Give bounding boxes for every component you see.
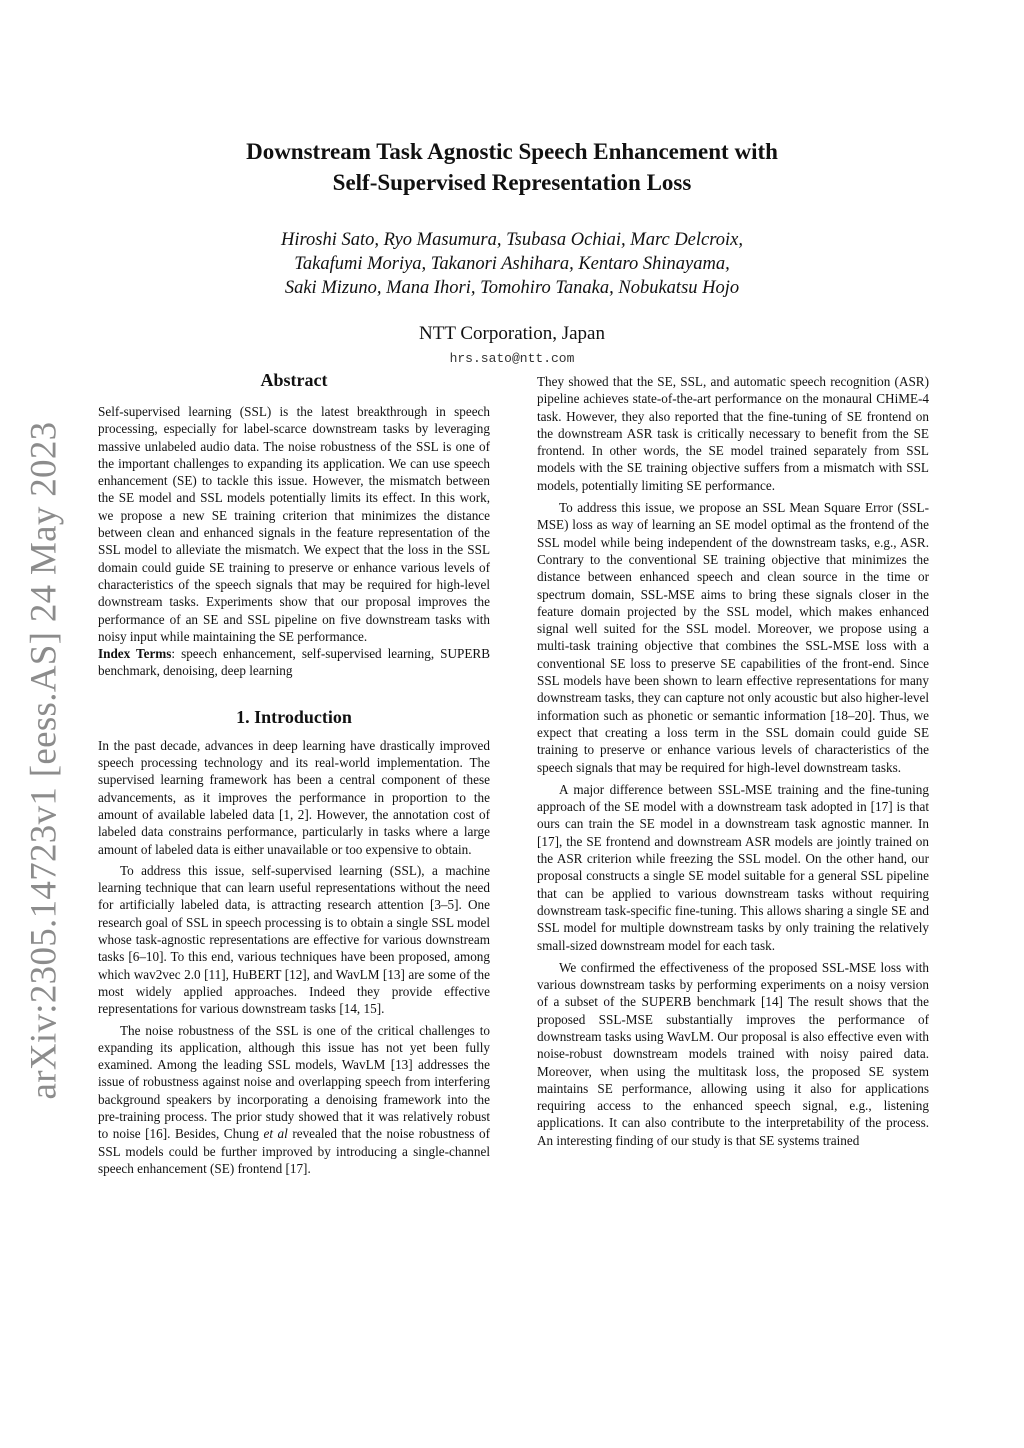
- index-terms-label: Index Terms: [98, 646, 172, 662]
- author-list: [160, 228, 864, 300]
- paper-header: [160, 136, 864, 366]
- intro-paragraph-3-part-a: The noise robustness of the SSL is one of the critical challenges to expanding its application, although this issue has not yet been fully examined. Among the leading SSL models, WavLM [13] addresses the issue of robustness against noise and overlapping speech from interfering background speakers by incorporating a denoising framework into the pre-training process. The prior study showed that it was relatively robust to noise [16]. Besides, Chung: [98, 1022, 490, 1142]
- arxiv-id-text: arXiv:2305.14723v1 [eess.AS] 24 May 2023: [23, 421, 65, 1099]
- arxiv-identifier-stamp: [14, 421, 74, 1099]
- intro-paragraph-3-part-b: revealed that the noise robustness of SSL models could be further improved by introducing a single-channel speech enhancement (SE) frontend [17].: [98, 1126, 490, 1176]
- authors-line-3: Saki Mizuno, Mana Ihori, Tomohiro Tanaka, Nobukatsu Hojo: [284, 278, 740, 298]
- intro-paragraph-3-etal: et al: [263, 1126, 288, 1142]
- intro-paragraph-1: In the past decade, advances in deep learning have drastically improved speech processing technology and its real-world implementation. The supervised learning framework has been a central component of these advancements, as it improves the performance in proportion to the amount of available labeled data [1, 2]. However, the annotation cost of labeled data constrains performance, particularly in tasks where a large amount of labeled data is either unavailable or too expensive to obtain.: [98, 737, 490, 857]
- right-paragraph-3: A major difference between SSL-MSE training and the fine-tuning approach of the SE model with a downstream task adopted in [17] is that ours can train the SE model in a downstream task agnostic manner. In [17], the SE frontend and downstream ASR models are jointly trained on the ASR criterion while freezing the SSL model. On the other hand, our proposal constructs a single SE model suitable for a general SSL pipeline that can be applied to various downstream tasks without requiring downstream task-specific fine-tuning. This allows sharing a single SE and SSL model for multiple downstream tasks by only training the relatively small-sized downstream model for each task.: [537, 781, 929, 953]
- right-paragraph-4: We confirmed the effectiveness of the proposed SSL-MSE loss with various downstream tasks by performing experiments on a noisy version of a subset of the SUPERB benchmark [14] The result shows that the proposed SSL-MSE substantially improves the performance of downstream tasks using WavLM. Our proposal is also effective even with noise-robust downstream models trained with noisy paired data. Moreover, when using the multitask loss, the proposed SE system maintains SE performance, allowing using it also for applications requiring access to the enhanced speech signal, e.g., listening applications. It can also contribute to the interpretability of the process. An interesting finding of our study is that SE systems trained: [537, 959, 929, 1148]
- paper-title: [160, 136, 864, 198]
- right-column: [537, 373, 929, 1149]
- introduction-heading: 1. Introduction: [236, 706, 352, 727]
- intro-paragraph-2: To address this issue, self-supervised learning (SSL), a machine learning technique that can learn useful representations without the need for artificially labeled data, is attracting research attention [3–5]. One research goal of SSL in speech processing is to obtain a single SSL model whose task-agnostic representations are effective for various downstream tasks [6–10]. To this end, various techniques have been proposed, among which wav2vec 2.0 [11], HuBERT [12], and WavLM [13] are some of the most widely applied approaches. Indeed they provide effective representations for various downstream tasks [14, 15].: [98, 862, 490, 1017]
- left-column: [98, 368, 490, 1177]
- intro-paragraph-3: [98, 1022, 490, 1178]
- index-terms: [98, 645, 490, 680]
- index-terms-text: : speech enhancement, self-supervised learning, SUPERB benchmark, denoising, deep learning: [98, 646, 490, 679]
- right-paragraph-1: They showed that the SE, SSL, and automatic speech recognition (ASR) pipeline achieves state-of-the-art performance on the monaural CHiME-4 task. However, they also reported that the fine-tuning of SE frontend on the downstream ASR task is critically necessary to benefit from the SE frontend. In other words, the SE model trained separately from SSL models with the SE training objective suffers from a mismatch with SSL models, potentially limiting SE performance.: [537, 374, 929, 493]
- affiliation: NTT Corporation, Japan: [419, 323, 605, 344]
- introduction-body: [98, 737, 490, 1177]
- title-line-2: Self-Supervised Representation Loss: [332, 170, 692, 195]
- contact-email: hrs.sato@ntt.com: [449, 351, 575, 366]
- right-paragraph-2: To address this issue, we propose an SSL Mean Square Error (SSL-MSE) loss as way of learning an SE model optimal as the frontend of the SSL model while being independent of the downstream tasks, e.g., ASR. Contrary to the conventional SE training objective that minimizes the distance between enhanced speech and clean source in the time or spectrum domain, SSL-MSE aims to bring these signals closer in the feature domain projected by the SSL model, which makes enhanced signal well suited for the SSL model. Moreover, we propose using a multi-task training objective that combines the SSL-MSE loss with a conventional SE loss to preserve SE capabilities of the front-end. Since SSL models have been shown to learn effective representations for many downstream tasks, they can capture not only acoustic but also higher-level information such as phonetic or semantic information [18–20]. Thus, we expect that creating a loss term in the SSL domain could guide SE training to preserve or enhance various levels of characteristics of the speech signals that may be required for high-level downstream tasks.: [537, 500, 929, 775]
- authors-line-2: Takafumi Moriya, Takanori Ashihara, Kentaro Shinayama,: [294, 254, 730, 274]
- authors-line-1: Hiroshi Sato, Ryo Masumura, Tsubasa Ochiai, Marc Delcroix,: [281, 230, 743, 250]
- abstract-text: Self-supervised learning (SSL) is the latest breakthrough in speech processing, especially for label-scarce downstream tasks by leveraging massive unlabeled audio data. The noise robustness of the SSL is one of the important challenges to expanding its application. We can use speech enhancement (SE) to tackle this issue. However, the mismatch between the SE model and SSL models potentially limits its effect. In this work, we propose a new SE training criterion that minimizes the distance between clean and enhanced signals in the feature representation of the SSL model to alleviate the mismatch. We expect that the loss in the SSL domain could guide SE training to preserve or enhance various levels of characteristics of the speech signals that may be required for high-level downstream tasks. Experiments show that our proposal improves the performance of an SE and SSL pipeline on five downstream tasks with noisy input while maintaining the SE performance.: [98, 404, 490, 644]
- title-line-1: Downstream Task Agnostic Speech Enhancement with: [246, 139, 778, 164]
- abstract-heading: Abstract: [260, 370, 328, 390]
